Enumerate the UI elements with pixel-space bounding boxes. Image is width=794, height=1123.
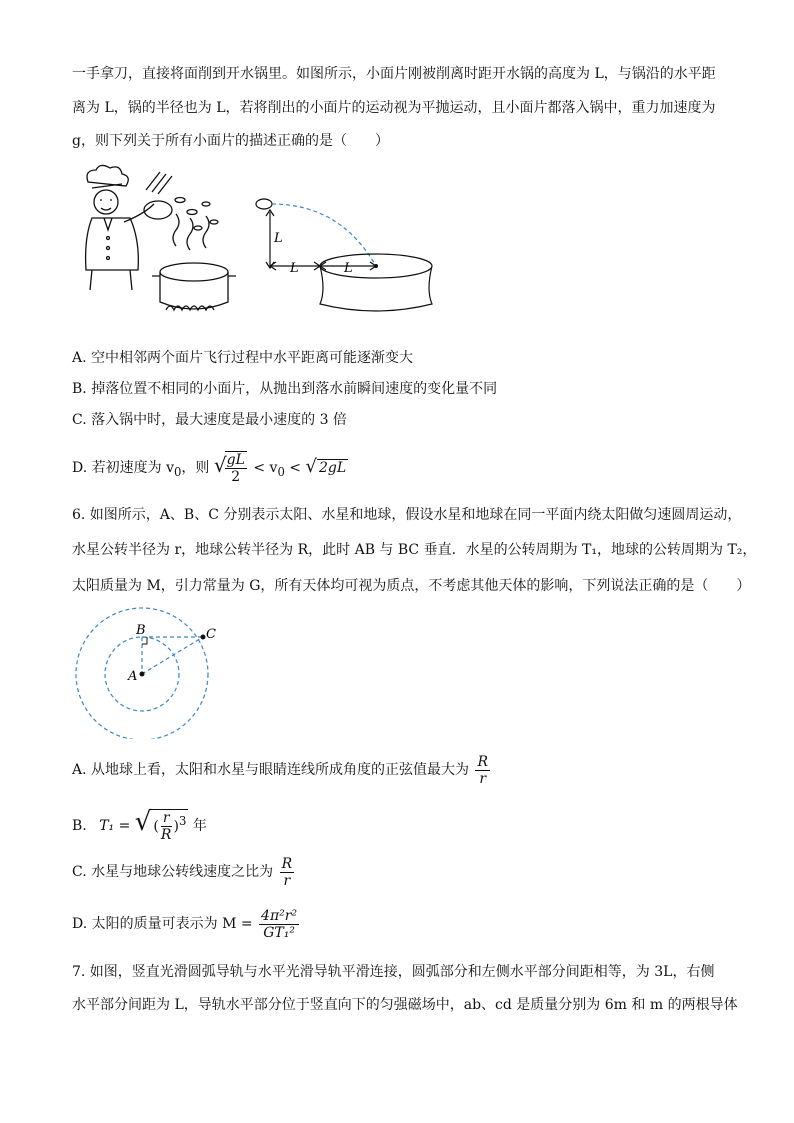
height-label: L bbox=[274, 231, 283, 246]
q7-line-1: 7. 如图，竖直光滑圆弧导轨与水平光滑导轨平滑连接，圆弧部分和左侧水平部分间距相等，为 3L，右侧 bbox=[72, 964, 715, 980]
q5-option-b: B. 掉落位置不相同的小面片，从抛出到落水前瞬间速度的变化量不同 bbox=[72, 381, 498, 397]
q6-d-den: GT₁² bbox=[263, 924, 295, 941]
q6-a-num: R bbox=[477, 753, 489, 770]
q6-c-text: C. 水星与地球公转线速度之比为 bbox=[72, 864, 274, 880]
radius-label: L bbox=[344, 261, 353, 276]
q5-option-c: C. 落入锅中时，最大速度是最小速度的 3 倍 bbox=[72, 412, 347, 428]
q6-b-exp: 3 bbox=[179, 813, 187, 828]
q6-option-d bbox=[72, 906, 301, 942]
q7-line-2: 水平部分间距为 L，导轨水平部分位于竖直向下的匀强磁场中，ab、cd 是质量分别为 6m 和 m 的两根导体 bbox=[72, 997, 738, 1013]
q6-b-unit: 年 bbox=[192, 818, 207, 834]
q5-d-lt-sub: 0 bbox=[277, 464, 285, 479]
q5-d-mid: ，则 bbox=[181, 460, 210, 476]
q5-option-a: A. 空中相邻两个面片飞行过程中水平距离可能逐渐变大 bbox=[72, 350, 414, 366]
chef-illustration bbox=[74, 164, 244, 324]
trajectory-diagram bbox=[250, 190, 440, 315]
label-c: C bbox=[206, 627, 216, 642]
q6-line-1: 6. 如图所示，A、B、C 分别表示太阳、水星和地球，假设水星和地球在同一平面内绕太阳做匀速圆周运动， bbox=[72, 507, 742, 523]
q5-d-sqrt2: 2gL bbox=[318, 460, 347, 476]
q5-d-lt2: < bbox=[284, 460, 302, 476]
q6-d-num: 4π²r² bbox=[261, 907, 298, 924]
q6-c-den: r bbox=[283, 872, 291, 889]
q6-b-prefix: B. bbox=[72, 818, 87, 834]
q6-d-text: D. 太阳的质量可表示为 M = bbox=[72, 916, 253, 932]
q6-a-text: A. 从地球上看，太阳和水星与眼睛连线所成角度的正弦值最大为 bbox=[72, 762, 470, 778]
dist-label: L bbox=[290, 261, 299, 276]
q5-line-2: 离为 L，锅的半径也为 L，若将削出的小面片的运动视为平抛运动，且小面片都落入锅中，重力加速度为 bbox=[72, 100, 716, 116]
orbit-diagram bbox=[70, 604, 240, 739]
q6-b-num: r bbox=[162, 810, 170, 826]
q5-d-sqrt1-num: gL bbox=[226, 452, 245, 468]
q6-a-den: r bbox=[479, 770, 487, 787]
q5-d-lt1: < v bbox=[253, 460, 278, 476]
q5-line-1: 一手拿刀，直接将面削到开水锅里。如图所示，小面片刚被削离时距开水锅的高度为 L，与锅沿的水平距 bbox=[72, 66, 716, 82]
q5-d-sub: 0 bbox=[174, 464, 182, 479]
label-b: B bbox=[136, 623, 146, 638]
q6-option-c bbox=[72, 854, 296, 890]
q6-option-a bbox=[72, 752, 492, 788]
q6-option-b: B. T₁ = √ ( $\frac{r}{R}$ )$^3$ 年 bbox=[72, 807, 207, 843]
q6-line-3: 太阳质量为 M，引力常量为 G，所有天体均可视为质点，不考虑其他天体的影响，下列说法正确的是（ ） bbox=[72, 578, 751, 594]
q6-line-2: 水星公转半径为 r，地球公转半径为 R，此时 AB 与 BC 垂直．水星的公转周期为 T₁，地球的公转周期为 T₂， bbox=[72, 542, 757, 558]
label-a: A bbox=[128, 669, 138, 684]
q5-line-3: g，则下列关于所有小面片的描述正确的是（ ） bbox=[72, 133, 389, 149]
q5-option-d: D. 若初速度为 $v_0$，则 √ $\frac{gL}{2}$ < $v_0$ < √ 2gL bbox=[72, 452, 347, 485]
q6-b-den: R bbox=[160, 827, 172, 843]
q5-d-sqrt1-den: 2 bbox=[231, 469, 241, 485]
q5-d-prefix: D. 若初速度为 v bbox=[72, 460, 174, 476]
q6-c-num: R bbox=[281, 855, 293, 872]
q6-b-lhs: T₁ = bbox=[99, 818, 131, 834]
